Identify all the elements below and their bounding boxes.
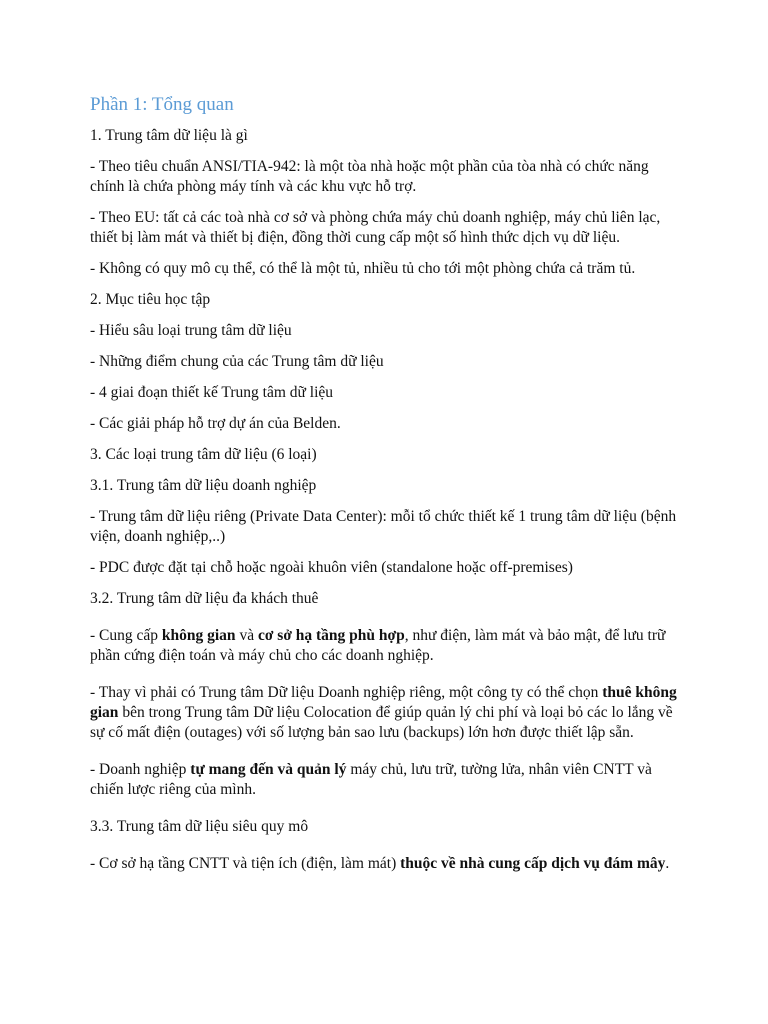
paragraph-text: - Theo tiêu chuẩn ANSI/TIA-942: là một tòa nhà hoặc một phần của tòa nhà có chức năng chính là chứa phòng máy tính và các khu vực hỗ trợ. xyxy=(90,158,649,195)
paragraph-text: - Doanh nghiệp xyxy=(90,761,191,778)
paragraph xyxy=(90,157,680,197)
paragraph-text: - Cơ sở hạ tầng CNTT và tiện ích (điện, làm mát) xyxy=(90,855,401,872)
paragraph xyxy=(90,854,680,874)
paragraph-text: . xyxy=(665,855,670,872)
paragraph-text: 3. Các loại trung tâm dữ liệu (6 loại) xyxy=(90,446,317,463)
paragraph-text: - Trung tâm dữ liệu riêng (Private Data Center): mỗi tổ chức thiết kế 1 trung tâm dữ liệu (bệnh viện, doanh nghiệp,..) xyxy=(90,508,677,545)
paragraph-text: 1. Trung tâm dữ liệu là gì xyxy=(90,127,248,144)
paragraph-text: - Theo EU: tất cả các toà nhà cơ sở và phòng chứa máy chủ doanh nghiệp, máy chủ liên lạc, thiết bị làm mát và thiết bị điện, đồng thời cung cấp một số hình thức dịch vụ dữ liệu. xyxy=(90,209,661,246)
paragraph xyxy=(90,259,680,279)
paragraph xyxy=(90,445,680,465)
bold-text: cơ sở hạ tầng phù hợp xyxy=(257,627,405,644)
paragraph xyxy=(90,507,680,547)
document-body xyxy=(90,126,680,874)
paragraph-text: - Thay vì phải có Trung tâm Dữ liệu Doanh nghiệp riêng, một công ty có thể chọn xyxy=(90,684,603,701)
section-heading: Phần 1: Tổng quan xyxy=(90,94,234,115)
paragraph xyxy=(90,683,680,743)
paragraph-text: - Các giải pháp hỗ trợ dự án của Belden. xyxy=(90,415,341,432)
paragraph-text: , như điện, làm mát và bảo mật, để lưu trữ phần cứng điện toán và máy chủ cho các doanh nghiệp. xyxy=(90,627,666,664)
paragraph xyxy=(90,817,680,837)
paragraph xyxy=(90,414,680,434)
paragraph-text: 3.3. Trung tâm dữ liệu siêu quy mô xyxy=(90,818,309,835)
paragraph-text: 3.2. Trung tâm dữ liệu đa khách thuê xyxy=(90,590,319,607)
paragraph xyxy=(90,383,680,403)
paragraph xyxy=(90,321,680,341)
paragraph-text: - Không có quy mô cụ thể, có thể là một tủ, nhiều tủ cho tới một phòng chứa cả trăm tủ. xyxy=(90,260,636,277)
bold-text: tự mang đến và quản lý xyxy=(190,761,347,778)
document-page xyxy=(90,92,680,885)
paragraph-text: 2. Mục tiêu học tập xyxy=(90,291,211,308)
paragraph xyxy=(90,208,680,248)
paragraph-text: - Hiểu sâu loại trung tâm dữ liệu xyxy=(90,322,292,339)
bold-text: thuộc về nhà cung cấp dịch vụ đám mây xyxy=(400,855,666,872)
paragraph xyxy=(90,290,680,310)
paragraph-text: - PDC được đặt tại chỗ hoặc ngoài khuôn viên (standalone hoặc off-premises) xyxy=(90,559,573,576)
paragraph xyxy=(90,126,680,146)
paragraph xyxy=(90,589,680,609)
bold-text: thuê không gian xyxy=(90,684,677,721)
bold-text: không gian xyxy=(161,627,236,644)
paragraph xyxy=(90,558,680,578)
paragraph-text: - Cung cấp xyxy=(90,627,162,644)
paragraph xyxy=(90,476,680,496)
paragraph-text: 3.1. Trung tâm dữ liệu doanh nghiệp xyxy=(90,477,317,494)
paragraph xyxy=(90,760,680,800)
paragraph xyxy=(90,352,680,372)
paragraph-text: máy chủ, lưu trữ, tường lửa, nhân viên CNTT và chiến lược riêng của mình. xyxy=(90,761,652,798)
paragraph xyxy=(90,626,680,666)
paragraph-text: - Những điểm chung của các Trung tâm dữ liệu xyxy=(90,353,384,370)
paragraph-text: bên trong Trung tâm Dữ liệu Colocation để giúp quản lý chi phí và loại bỏ các lo lắng về sự cố mất điện (outages) với số lượng bản sao lưu (backups) lớn hơn được thiết lập sẵn. xyxy=(90,704,673,741)
paragraph-text: và xyxy=(235,627,258,644)
paragraph-text: - 4 giai đoạn thiết kế Trung tâm dữ liệu xyxy=(90,384,334,401)
